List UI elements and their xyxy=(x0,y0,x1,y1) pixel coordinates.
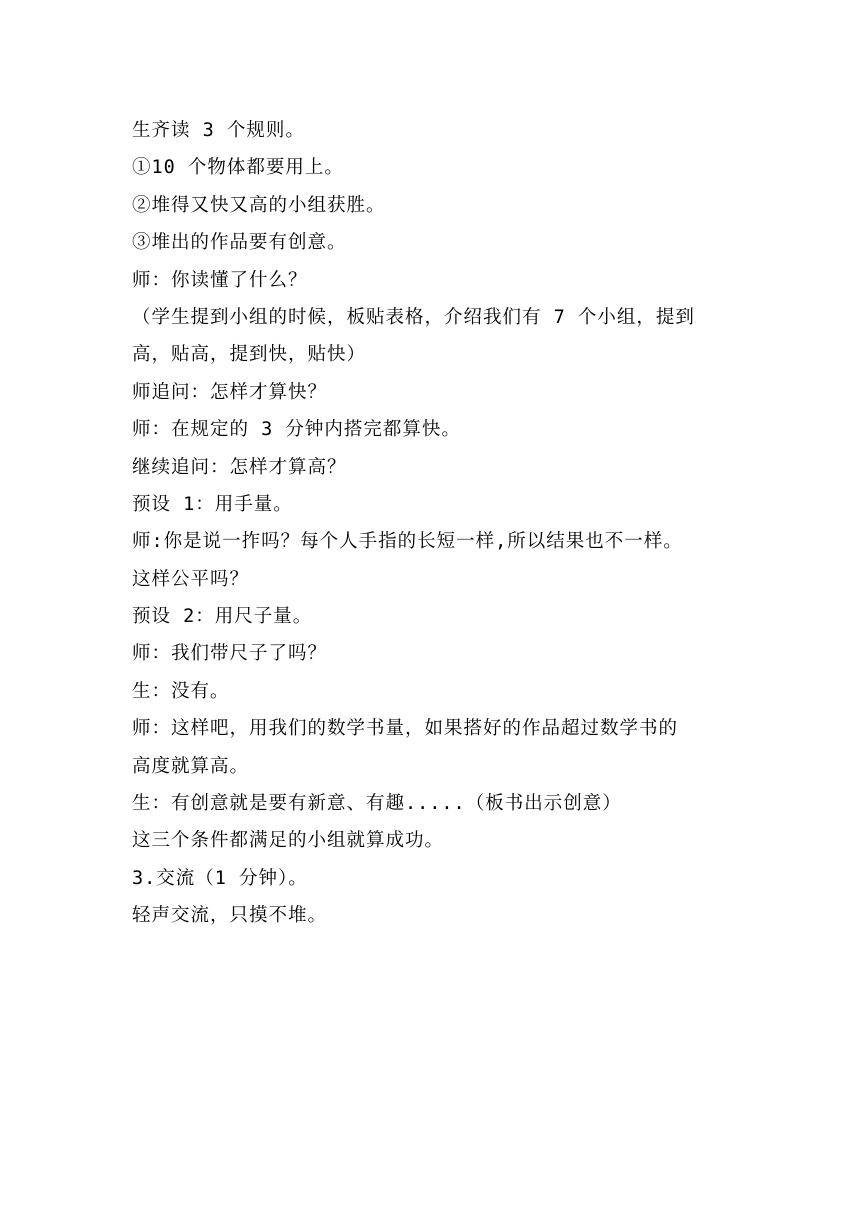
text-line: 生：没有。 xyxy=(132,680,230,702)
text-line: 师：在规定的 3 分钟内搭完都算快。 xyxy=(132,419,461,441)
text-line: 继续追问：怎样才算高？ xyxy=(132,456,347,478)
text-line: 师：你读懂了什么？ xyxy=(132,269,308,291)
text-line: 高度就算高。 xyxy=(132,755,250,777)
text-line: 预设 1：用手量。 xyxy=(132,493,293,515)
text-line: 师：我们带尺子了吗？ xyxy=(132,643,328,665)
text-line: ①10 个物体都要用上。 xyxy=(132,157,344,179)
text-line: 生齐读 3 个规则。 xyxy=(132,120,305,141)
text-line: 轻声交流，只摸不堆。 xyxy=(132,905,328,927)
text-line: 3.交流（1 分钟）。 xyxy=(132,867,308,889)
text-line: 高，贴高，提到快，贴快） xyxy=(132,344,367,366)
text-line: ③堆出的作品要有创意。 xyxy=(132,232,347,254)
text-line: 生：有创意就是要有新意、有趣.....（板书出示创意） xyxy=(132,793,622,815)
text-line: 师:你是说一拃吗？每个人手指的长短一样,所以结果也不一样。 xyxy=(132,531,683,553)
text-line: （学生提到小组的时候，板贴表格，介绍我们有 7 个小组，提到 xyxy=(132,306,695,328)
text-line: ②堆得又快又高的小组获胜。 xyxy=(132,194,386,216)
text-line: 师追问：怎样才算快？ xyxy=(132,381,328,403)
text-line: 这三个条件都满足的小组就算成功。 xyxy=(132,830,445,852)
document-body xyxy=(132,112,742,935)
text-line: 师：这样吧，用我们的数学书量，如果搭好的作品超过数学书的 xyxy=(132,718,679,740)
text-line: 这样公平吗？ xyxy=(132,568,250,590)
text-line: 预设 2：用尺子量。 xyxy=(132,606,313,628)
